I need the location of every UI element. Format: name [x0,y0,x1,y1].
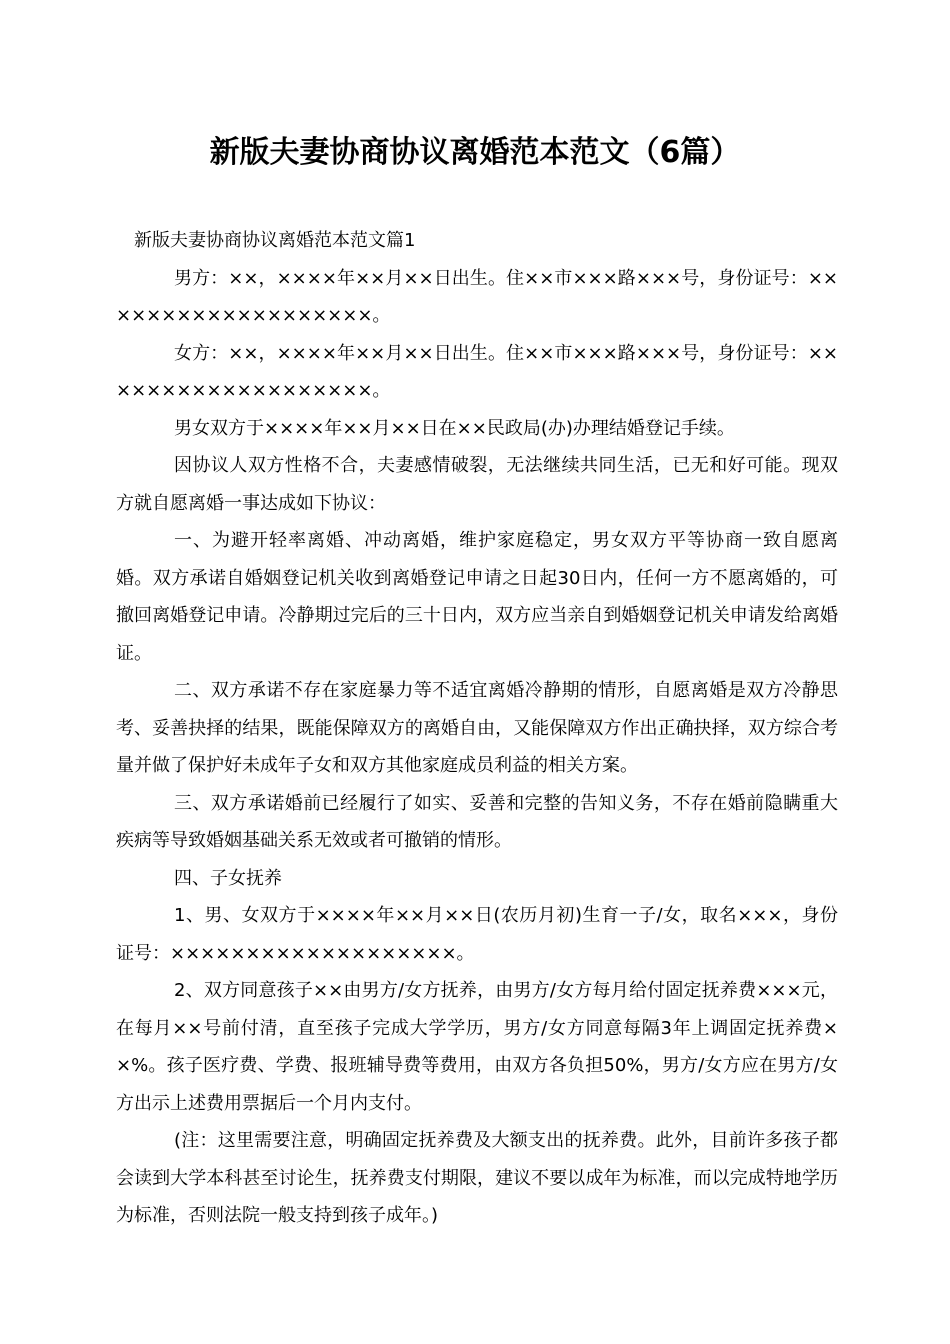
paragraph-reason: 因协议人双方性格不合，夫妻感情破裂，无法继续共同生活，已无和好可能。现双方就自愿离婚一事达成如下协议： [116,455,838,514]
paragraph-note: (注：这里需要注意，明确固定抚养费及大额支出的抚养费。此外，目前许多孩子都会读到大学本科甚至讨论生，抚养费支付期限，建议不要以成年为标准，而以完成特地学历为标准，否则法院一般支持到孩子成年。) [116,1130,838,1226]
paragraph-wife-info: 女方：××，××××年××月××日出生。住××市×××路×××号，身份证号：×××××××××××××××××××。 [116,342,838,401]
paragraph-clause-4-heading: 四、子女抚养 [174,867,282,889]
paragraph-clause-1: 一、为避开轻率离婚、冲动离婚，维护家庭稳定，男女双方平等协商一致自愿离婚。双方承诺自婚姻登记机关收到离婚登记申请之日起30日内，任何一方不愿离婚的，可撤回离婚登记申请。冷静期过完后的三十日内，双方应当亲自到婚姻登记机关申请发给离婚证。 [116,530,838,664]
paragraph-marriage-registration: 男女双方于××××年××月××日在××民政局(办)办理结婚登记手续。 [174,417,735,439]
section-heading: 新版夫妻协商协议离婚范本范文篇1 [134,230,416,251]
paragraph-husband-info: 男方：××，××××年××月××日出生。住××市×××路×××号，身份证号：×××××××××××××××××××。 [116,267,838,326]
paragraph-child-birth: 1、男、女双方于××××年××月××日(农历月初)生育一子/女，取名×××，身份证号：×××××××××××××××××××。 [116,905,838,964]
document-title: 新版夫妻协商协议离婚范本范文（6篇） [209,135,741,170]
document-body [116,222,838,1235]
paragraph-clause-3: 三、双方承诺婚前已经履行了如实、妥善和完整的告知义务，不存在婚前隐瞒重大疾病等导致婚姻基础关系无效或者可撤销的情形。 [116,792,838,851]
paragraph-child-support: 2、双方同意孩子××由男方/女方抚养，由男方/女方每月给付固定抚养费×××元，在每月××号前付清，直至孩子完成大学学历，男方/女方同意每隔3年上调固定抚养费××%。孩子医疗费、学费、报班辅导费等费用，由双方各负担50%，男方/女方应在男方/女方出示上述费用票据后一个月内支付。 [116,980,838,1114]
paragraph-clause-2: 二、双方承诺不存在家庭暴力等不适宜离婚冷静期的情形，自愿离婚是双方冷静思考、妥善抉择的结果，既能保障双方的离婚自由，又能保障双方作出正确抉择，双方综合考量并做了保护好未成年子女和双方其他家庭成员利益的相关方案。 [116,680,838,776]
